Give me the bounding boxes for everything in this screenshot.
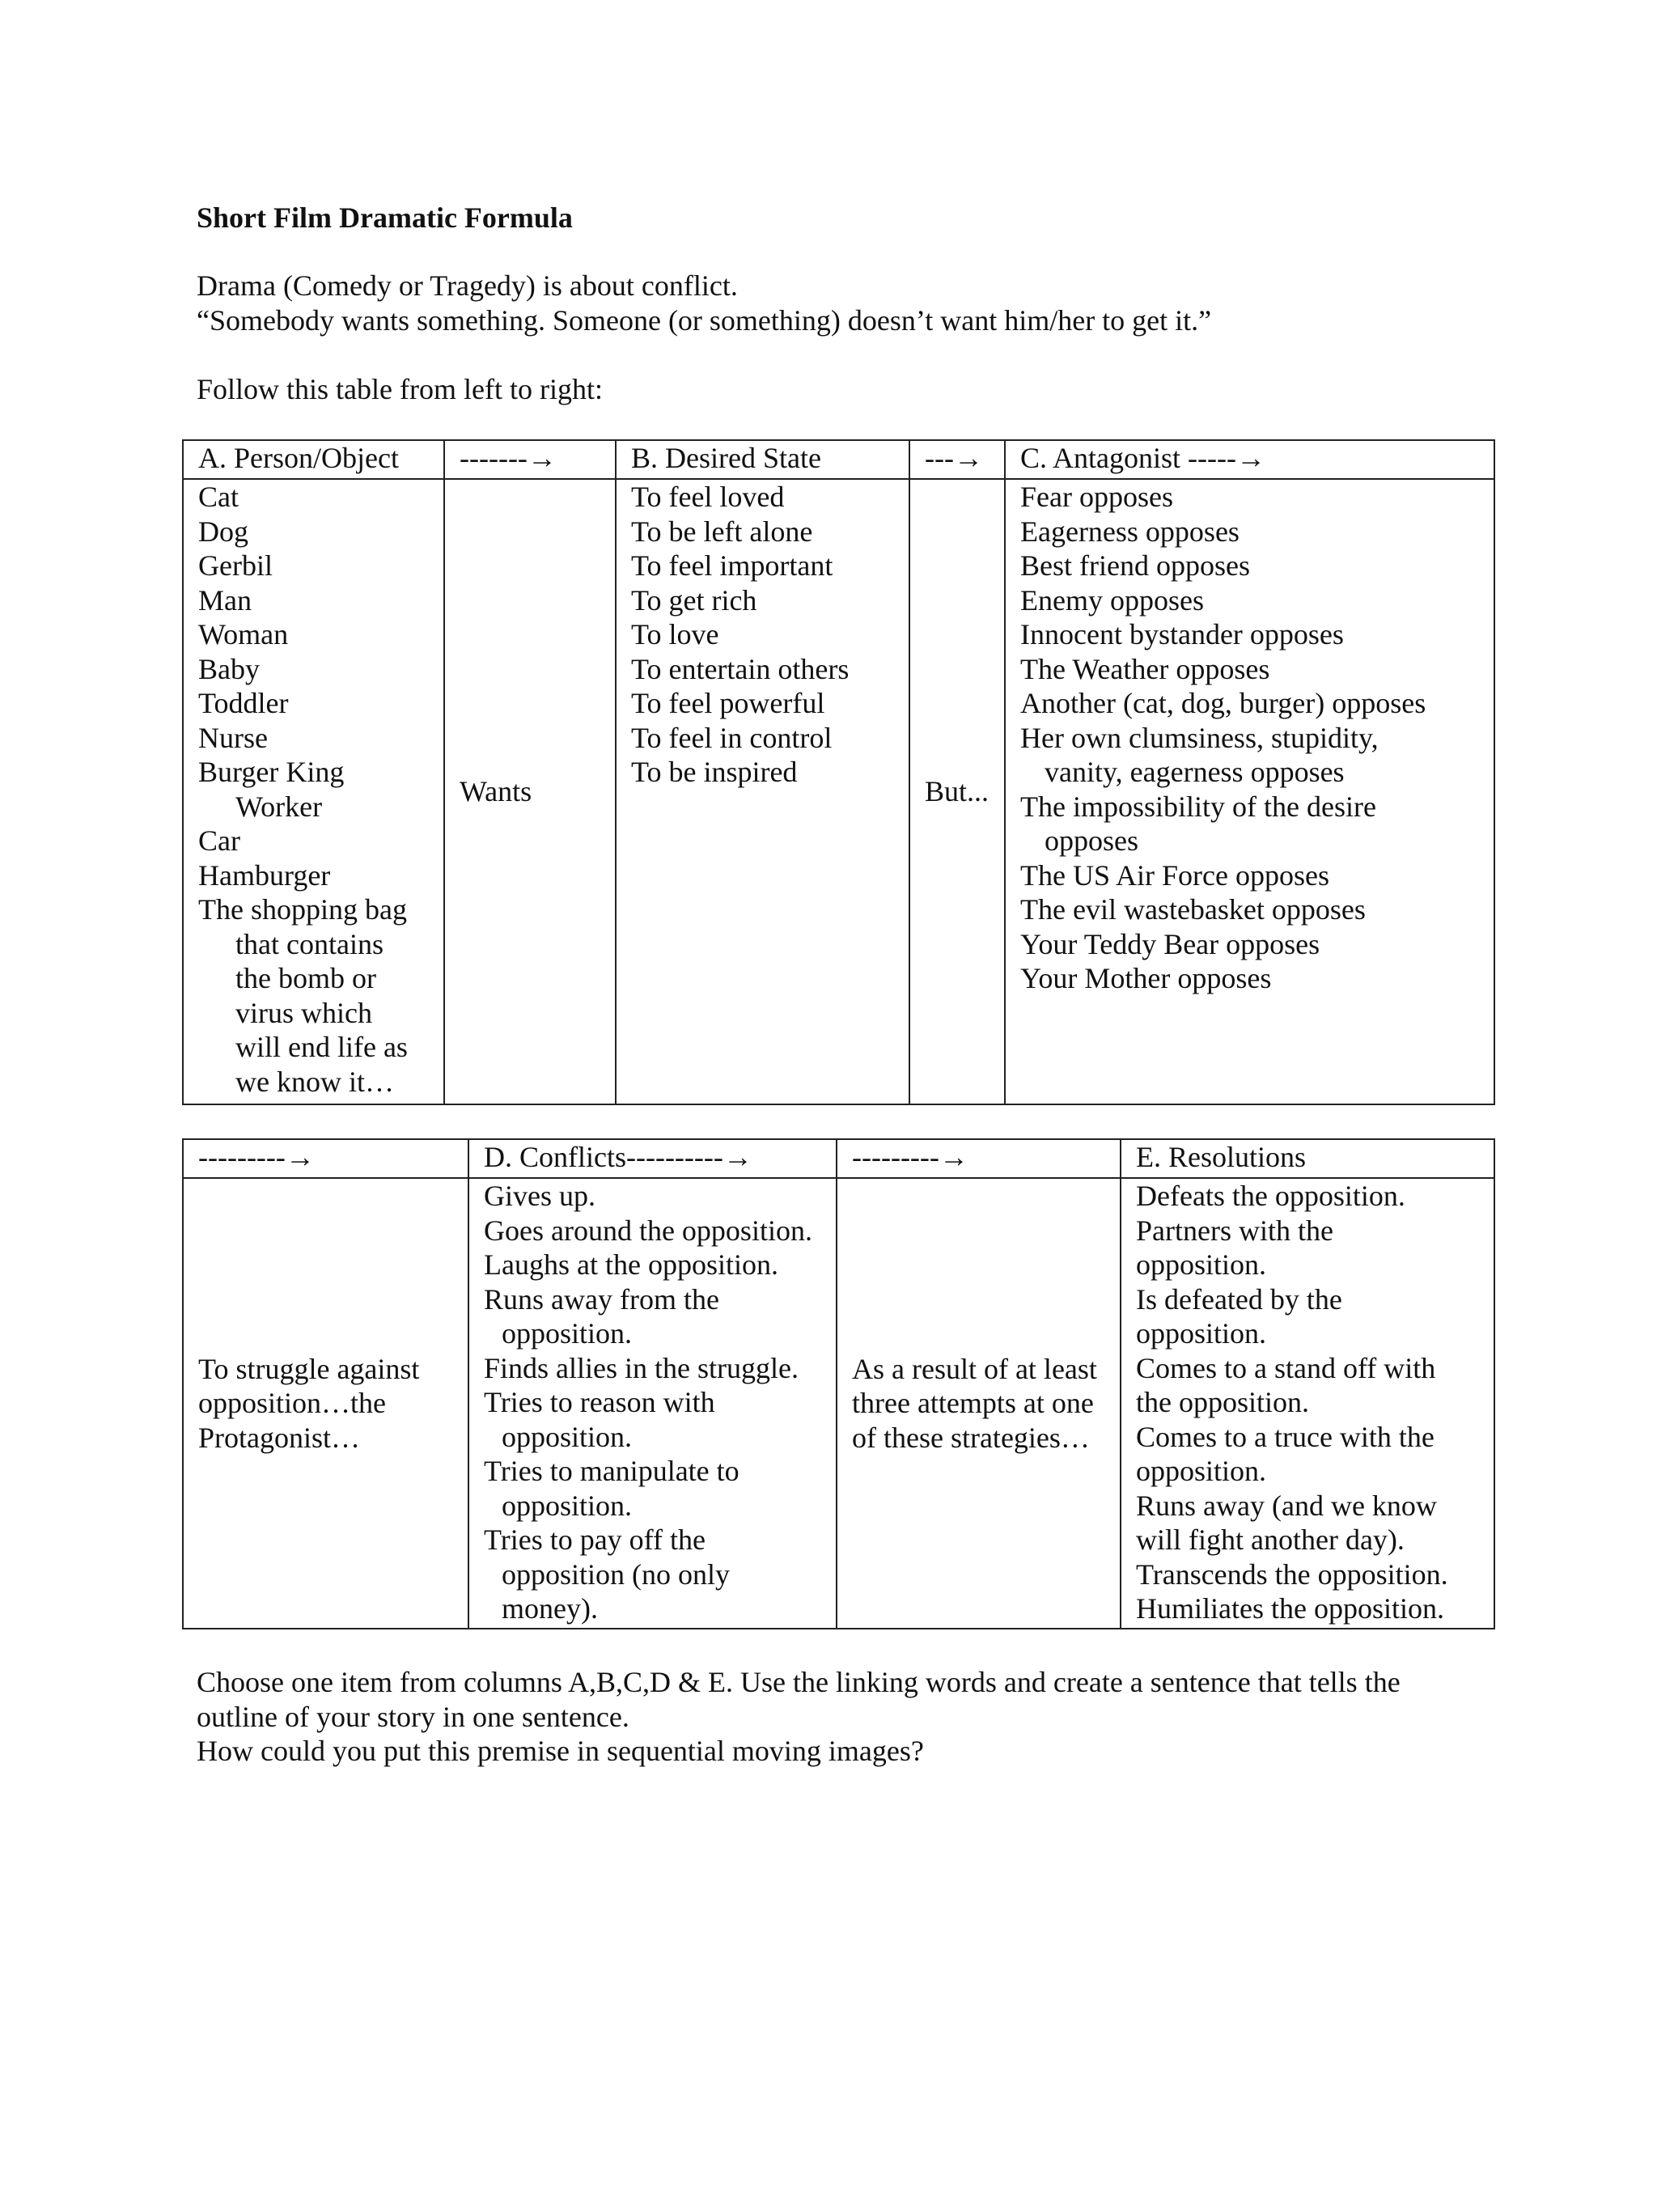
list-item: opposition. (502, 1317, 633, 1350)
formula-table-abc (182, 439, 1495, 1105)
header-arrow-ab: -------→ (444, 440, 616, 479)
list-item: The Weather opposes (1020, 652, 1270, 685)
table-body-row (183, 479, 1494, 1104)
header-arrow-to-d: ---------→ (183, 1139, 468, 1178)
link-struggle-cell (183, 1178, 468, 1629)
list-item: we know it… (235, 1065, 394, 1098)
list-item: The impossibility of the desire (1020, 790, 1376, 823)
list-item: Gives up. (484, 1180, 595, 1212)
column-e-cell (1121, 1178, 1494, 1629)
list-item: Gerbil (198, 549, 273, 582)
list-item: Another (cat, dog, burger) opposes (1020, 687, 1426, 719)
list-item: To feel loved (631, 481, 785, 513)
list-item: To feel important (631, 549, 833, 582)
list-item: Humiliates the opposition. (1136, 1592, 1444, 1625)
list-item: The evil wastebasket opposes (1020, 893, 1366, 926)
list-item: money). (502, 1592, 598, 1625)
list-item: Burger King (198, 756, 345, 788)
list-item: Runs away from the (484, 1282, 719, 1316)
list-item: Is defeated by the (1136, 1282, 1342, 1316)
header-desired-state: B. Desired State (616, 440, 909, 479)
list-item: Her own clumsiness, stupidity, (1020, 721, 1379, 754)
list-item: Tries to manipulate to (484, 1455, 740, 1487)
list-item: To love (631, 618, 719, 650)
list-item: Defeats the opposition. (1136, 1180, 1405, 1212)
formula-table-de (182, 1138, 1495, 1629)
column-d-cell (468, 1178, 837, 1629)
list-item: Finds allies in the struggle. (484, 1351, 799, 1384)
instruction-text: Follow this table from left to right: (197, 373, 603, 405)
header-antagonist: C. Antagonist -----→ (1005, 440, 1494, 479)
list-item: To be inspired (631, 756, 798, 788)
list-item: Comes to a truce with the (1136, 1420, 1435, 1453)
list-item: Dog (198, 515, 248, 548)
link-text: opposition…the (198, 1387, 386, 1420)
link-word-wants: Wants (460, 775, 532, 808)
list-item: Eagerness opposes (1020, 515, 1240, 548)
list-item: To get rich (631, 583, 757, 617)
list-item: Partners with the (1136, 1214, 1333, 1247)
list-item: opposition. (1136, 1455, 1267, 1487)
list-item: Car (198, 824, 240, 857)
list-item: Nurse (198, 721, 268, 754)
list-item: Woman (198, 618, 289, 650)
header-arrow-bc: ---→ (909, 440, 1005, 479)
header-resolutions: E. Resolutions (1121, 1139, 1494, 1178)
list-item: Baby (198, 652, 260, 685)
link-result-cell (837, 1178, 1121, 1629)
list-item: Comes to a stand off with (1136, 1351, 1436, 1384)
list-item: will fight another day). (1136, 1523, 1405, 1556)
column-c-cell (1005, 479, 1494, 1104)
list-item: opposition. (1136, 1248, 1267, 1281)
table-body-row (183, 1178, 1494, 1629)
list-item: The shopping bag (198, 893, 407, 926)
list-item: To be left alone (631, 515, 813, 548)
list-item: virus which (235, 996, 372, 1029)
list-item: will end life as (235, 1031, 408, 1063)
list-item: Worker (235, 790, 323, 823)
closing-line: outline of your story in one sentence. (197, 1700, 629, 1733)
list-item: the opposition. (1136, 1386, 1309, 1418)
list-item: opposes (1045, 824, 1138, 857)
list-item: Your Teddy Bear opposes (1020, 927, 1320, 960)
column-a-cell (183, 479, 444, 1104)
list-item: Hamburger (198, 858, 331, 892)
list-item: Your Mother opposes (1020, 962, 1272, 994)
list-item: Tries to reason with (484, 1386, 715, 1418)
list-item: Runs away (and we know (1136, 1489, 1437, 1522)
closing-paragraph (197, 1665, 1401, 1769)
list-item: To feel powerful (631, 687, 825, 719)
list-item: The US Air Force opposes (1020, 858, 1329, 892)
link-text: As a result of at least (852, 1352, 1097, 1385)
page-title: Short Film Dramatic Formula (197, 201, 573, 234)
intro-quote: “Somebody wants something. Someone (or something) doesn’t want him/her to get it.” (197, 303, 1212, 337)
header-person-object: A. Person/Object (183, 440, 444, 479)
link-wants-cell (444, 479, 616, 1104)
column-b-cell (616, 479, 909, 1104)
header-arrow-to-e: ---------→ (837, 1139, 1121, 1178)
closing-line: Choose one item from columns A,B,C,D & E. Use the linking words and create a sentence that tells the (197, 1666, 1401, 1698)
link-text: Protagonist… (198, 1421, 361, 1454)
list-item: opposition. (502, 1489, 633, 1522)
link-text: To struggle against (198, 1352, 420, 1385)
link-text: three attempts at one (852, 1387, 1094, 1420)
link-text: of these strategies… (852, 1421, 1090, 1454)
list-item: the bomb or (235, 962, 376, 994)
list-item: Fear opposes (1020, 481, 1173, 513)
list-item: Best friend opposes (1020, 549, 1250, 582)
list-item: Man (198, 583, 252, 617)
list-item: Cat (198, 481, 239, 513)
list-item: Enemy opposes (1020, 583, 1204, 617)
link-but-cell (909, 479, 1005, 1104)
list-item: opposition (no only (502, 1557, 731, 1591)
intro-paragraph (197, 269, 1211, 337)
table-header-row (183, 1139, 1494, 1178)
closing-question: How could you put this premise in sequential moving images? (197, 1735, 924, 1767)
list-item: To entertain others (631, 652, 850, 685)
list-item: Innocent bystander opposes (1020, 618, 1344, 650)
list-item: vanity, eagerness opposes (1045, 756, 1345, 788)
list-item: Goes around the opposition. (484, 1214, 812, 1247)
intro-line: Drama (Comedy or Tragedy) is about conflict. (197, 269, 738, 302)
list-item: opposition. (1136, 1317, 1267, 1350)
table-header-row (183, 440, 1494, 479)
header-conflicts: D. Conflicts----------→ (468, 1139, 837, 1178)
list-item: Transcends the opposition. (1136, 1557, 1448, 1591)
list-item: To feel in control (631, 721, 833, 754)
list-item: opposition. (502, 1420, 633, 1453)
list-item: Tries to pay off the (484, 1523, 706, 1556)
link-word-but: But... (925, 775, 990, 808)
list-item: Laughs at the opposition. (484, 1248, 778, 1281)
list-item: Toddler (198, 687, 289, 719)
list-item: that contains (235, 927, 384, 960)
